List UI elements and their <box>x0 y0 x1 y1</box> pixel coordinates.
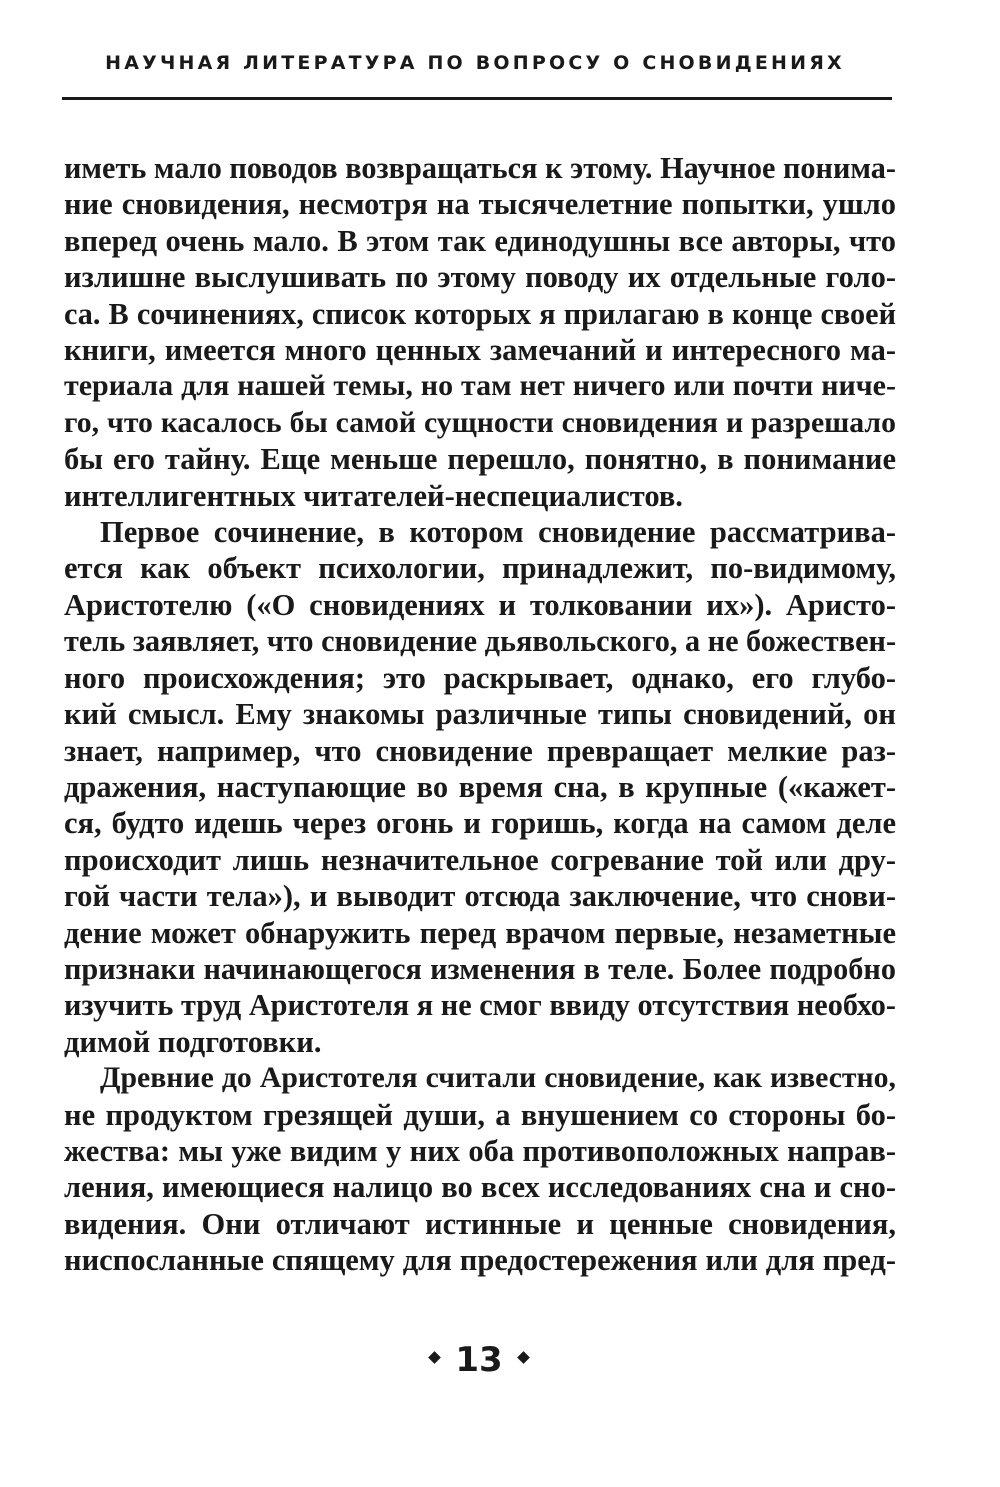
bullet-icon <box>428 1351 441 1364</box>
text-line: видения. Они отличают истинные и ценные сновидения, <box>64 1206 896 1241</box>
text-line: излишне выслушивать по этому поводу их отдельные голо- <box>64 260 896 295</box>
header-rule <box>62 97 892 100</box>
text-line: дражения, наступающие во время сна, в крупные («кажет- <box>64 769 896 804</box>
text-line: Первое сочинение, в котором сновидение рассматрива- <box>100 515 896 550</box>
bullet-icon <box>517 1351 530 1364</box>
page-number: 13 <box>455 1340 503 1380</box>
running-head-title: НАУЧНАЯ ЛИТЕРАТУРА ПО ВОПРОСУ О СНОВИДЕНИЯХ <box>105 52 845 74</box>
paragraph-3 <box>64 1060 896 1278</box>
text-line: книги, имеется много ценных замечаний и интересного ма- <box>64 333 896 368</box>
text-line: Аристотелю («О сновидениях и толковании их»). Аристо- <box>64 587 896 622</box>
text-line: ется как объект психологии, принадлежит, по-видимому, <box>64 551 896 586</box>
text-line: Древние до Аристотеля считали сновидение, как известно, <box>100 1061 896 1095</box>
text-line: ся, будто идешь через огонь и горишь, когда на самом деле <box>64 806 896 841</box>
text-line: ние сновидения, несмотря на тысячелетние попытки, ушло <box>64 187 896 222</box>
text-line: ниспосланные спящему для предостережения или для пред- <box>64 1243 896 1278</box>
text-line: признаки начинающегося изменения в теле. Более подробно <box>64 951 896 986</box>
text-line: знает, например, что сновидение превращает мелкие раз- <box>64 733 896 768</box>
paragraph-1 <box>64 150 896 514</box>
text-line: кий смысл. Ему знакомы различные типы сновидений, он <box>64 697 896 732</box>
text-line: са. В сочинениях, список которых я прилагаю в конце своей <box>64 296 896 331</box>
text-line: ного происхождения; это раскрывает, однако, его глубо- <box>64 660 896 695</box>
text-line: тель заявляет, что сновидение дьявольского, а не божествен- <box>64 624 897 659</box>
text-line: териала для нашей темы, но там нет ничего или почти ниче- <box>64 369 896 403</box>
text-line: интеллигентных читателей-неспециалистов. <box>64 478 683 513</box>
text-line: жества: мы уже видим у них оба противоположных направ- <box>64 1133 896 1168</box>
page-number-footer <box>0 1340 958 1380</box>
text-line: ления, имеющиеся налицо во всех исследованиях сна и сно- <box>64 1170 896 1205</box>
text-line: изучить труд Аристотеля я не смог ввиду отсутствия необхо- <box>64 988 896 1023</box>
text-line: происходит лишь незначительное согревание той или дру- <box>64 842 896 877</box>
text-line: дение может обнаружить перед врачом первые, незаметные <box>64 915 896 950</box>
text-line: не продуктом грезящей души, а внушением со стороны бо- <box>64 1097 896 1132</box>
text-line: го, что касалось бы самой сущности сновидения и разрешало <box>64 405 896 439</box>
body-text <box>64 150 896 1279</box>
text-line: иметь мало поводов возвращаться к этому. Научное понима- <box>64 151 896 185</box>
paragraph-2 <box>64 514 896 1060</box>
text-line: вперед очень мало. В этом так единодушны все авторы, что <box>64 223 896 258</box>
text-line: гой части тела»), и выводит отсюда заключение, что снови- <box>64 879 896 914</box>
text-line: димой подготовки. <box>64 1024 322 1059</box>
text-line: бы его тайну. Еще меньше перешло, понятно, в понимание <box>64 442 896 477</box>
